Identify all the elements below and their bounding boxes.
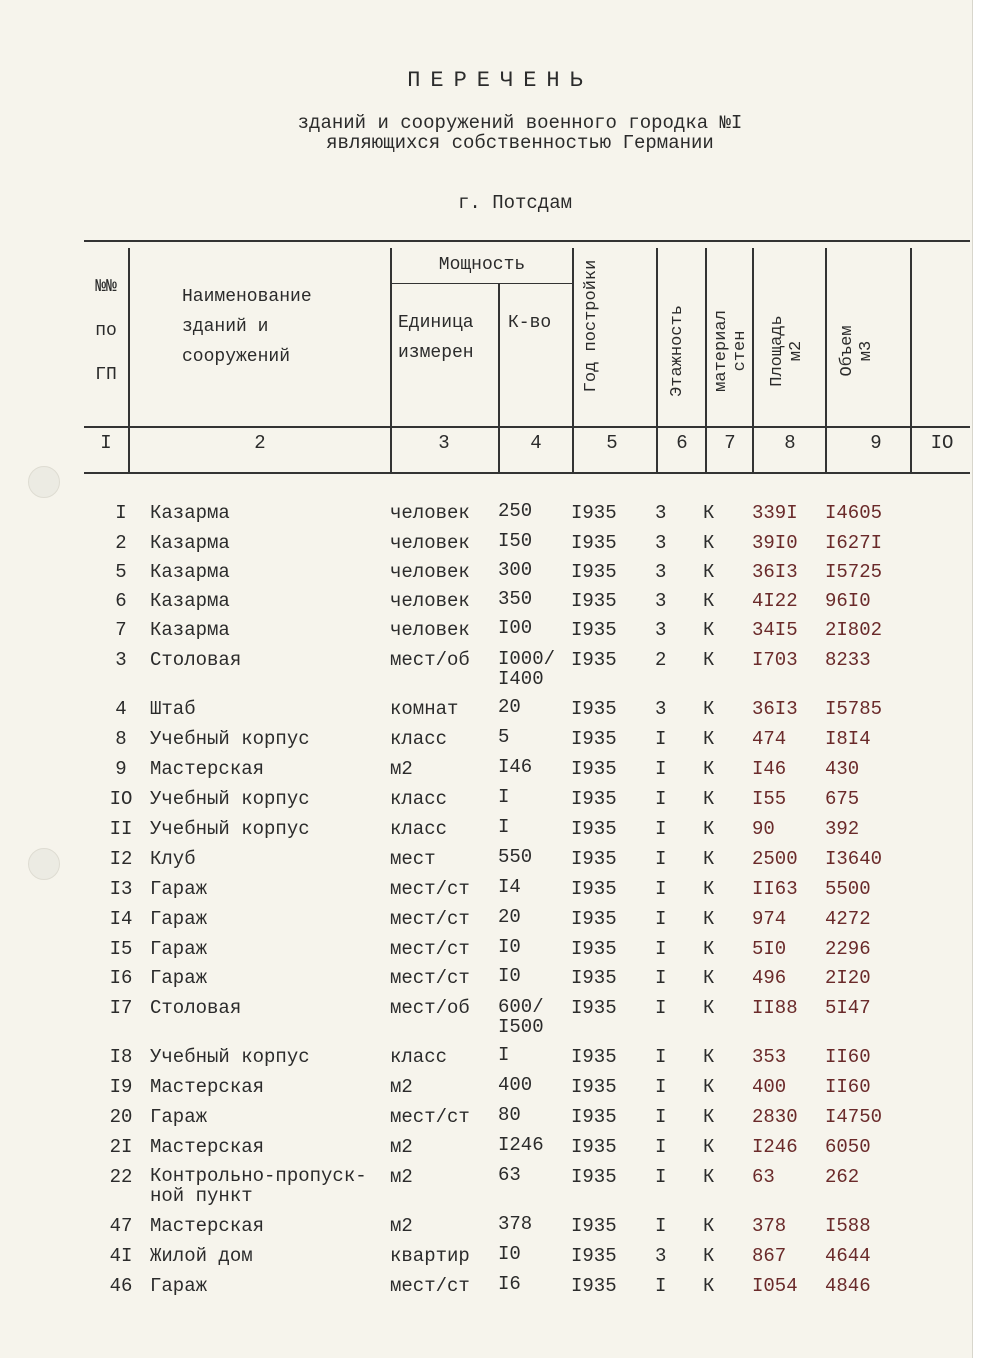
capacity-quantity: 63	[498, 1164, 521, 1186]
capacity-unit: мест/ст	[390, 938, 470, 960]
area-value: 2830	[752, 1106, 798, 1128]
building-name: Мастерская	[150, 1215, 265, 1237]
col-index-5: 5	[606, 432, 618, 454]
floor-count: 3	[655, 698, 667, 720]
capacity-quantity: I246	[498, 1134, 544, 1156]
table-row	[0, 1076, 1000, 1106]
construction-year: I935	[571, 818, 617, 840]
row-number: I9	[109, 1076, 133, 1098]
construction-year: I935	[571, 758, 617, 780]
capacity-unit: м2	[390, 1215, 413, 1237]
capacity-quantity: I6	[498, 1273, 521, 1295]
floor-count: I	[655, 1166, 667, 1188]
construction-year: I935	[571, 908, 617, 930]
floor-count: 2	[655, 649, 667, 671]
col-index-8: 8	[784, 432, 796, 454]
area-value: I46	[752, 758, 787, 780]
capacity-quantity: 378	[498, 1213, 533, 1235]
construction-year: I935	[571, 1136, 617, 1158]
construction-year: I935	[571, 1046, 617, 1068]
capacity-quantity: 550	[498, 846, 533, 868]
building-name: Гараж	[150, 1275, 208, 1297]
building-name: Учебный корпус	[150, 728, 310, 750]
table-row	[0, 908, 1000, 938]
floor-count: I	[655, 1106, 667, 1128]
floor-count: I	[655, 728, 667, 750]
floor-count: I	[655, 788, 667, 810]
table-row	[0, 1245, 1000, 1275]
capacity-quantity: I00	[498, 617, 533, 639]
volume-value: 2I802	[825, 619, 883, 641]
construction-year: I935	[571, 1166, 617, 1188]
building-name: Клуб	[150, 848, 196, 870]
row-number: I	[115, 502, 127, 524]
building-name: Казарма	[150, 532, 230, 554]
table-row	[0, 758, 1000, 788]
volume-value: 4846	[825, 1275, 871, 1297]
table-row	[0, 698, 1000, 728]
capacity-group-header: Мощность	[438, 255, 526, 275]
table-row	[0, 938, 1000, 968]
volume-value: 2I20	[825, 967, 871, 989]
row-number: 4I	[109, 1245, 133, 1267]
capacity-quantity: I50	[498, 530, 533, 552]
floor-count: 3	[655, 561, 667, 583]
capacity-quantity: 80	[498, 1104, 521, 1126]
wall-material: К	[703, 788, 715, 810]
col-index-6: 6	[676, 432, 688, 454]
col-area-header: Площадь м2	[768, 315, 806, 387]
area-value: 400	[752, 1076, 787, 1098]
capacity-unit: мест/об	[390, 997, 470, 1019]
document-subtitle-line1: зданий и сооружений военного городка №I	[297, 112, 743, 134]
building-name: Мастерская	[150, 1076, 265, 1098]
col-index-1: I	[100, 432, 112, 454]
capacity-unit: квартир	[390, 1245, 470, 1267]
col-material-header: материал стен	[712, 310, 750, 392]
wall-material: К	[703, 938, 715, 960]
construction-year: I935	[571, 728, 617, 750]
floor-count: I	[655, 997, 667, 1019]
col-index-10: IO	[930, 432, 954, 454]
volume-value: 2296	[825, 938, 871, 960]
volume-value: I4750	[825, 1106, 883, 1128]
construction-year: I935	[571, 997, 617, 1019]
capacity-unit: м2	[390, 758, 413, 780]
volume-value: 4644	[825, 1245, 871, 1267]
table-row	[0, 619, 1000, 649]
row-number: 22	[109, 1166, 133, 1188]
construction-year: I935	[571, 1215, 617, 1237]
table-row	[0, 561, 1000, 591]
col-number-header: №№ по ГП	[95, 277, 117, 385]
area-value: 34I5	[752, 619, 798, 641]
capacity-quantity: I	[498, 1044, 510, 1066]
row-number: 7	[115, 619, 127, 641]
volume-value: 262	[825, 1166, 860, 1188]
area-value: I054	[752, 1275, 798, 1297]
wall-material: К	[703, 1136, 715, 1158]
table-row	[0, 1136, 1000, 1166]
capacity-unit: человек	[390, 532, 470, 554]
building-name: Учебный корпус	[150, 1046, 310, 1068]
area-value: 2500	[752, 848, 798, 870]
wall-material: К	[703, 698, 715, 720]
capacity-unit: м2	[390, 1136, 413, 1158]
capacity-unit: м2	[390, 1076, 413, 1098]
construction-year: I935	[571, 1245, 617, 1267]
capacity-quantity: 400	[498, 1074, 533, 1096]
capacity-quantity: I0	[498, 965, 521, 987]
wall-material: К	[703, 878, 715, 900]
volume-value: I8I4	[825, 728, 871, 750]
area-value: 4I22	[752, 590, 798, 612]
row-number: I6	[109, 967, 133, 989]
table-row	[0, 1215, 1000, 1245]
capacity-unit: м2	[390, 1166, 413, 1188]
capacity-unit: мест	[390, 848, 436, 870]
row-number: 6	[115, 590, 127, 612]
table-row	[0, 788, 1000, 818]
capacity-quantity: 20	[498, 906, 521, 928]
capacity-quantity: I	[498, 786, 510, 808]
capacity-unit: мест/ст	[390, 1106, 470, 1128]
capacity-quantity: 5	[498, 726, 510, 748]
area-value: 378	[752, 1215, 787, 1237]
capacity-unit: мест/ст	[390, 908, 470, 930]
area-value: II88	[752, 997, 798, 1019]
building-name: Столовая	[150, 649, 242, 671]
volume-value: II60	[825, 1046, 871, 1068]
row-number: I7	[109, 997, 133, 1019]
capacity-unit: человек	[390, 561, 470, 583]
table-row	[0, 818, 1000, 848]
table-row	[0, 967, 1000, 997]
area-value: 5I0	[752, 938, 787, 960]
city-label: г. Потсдам	[457, 192, 573, 214]
col-volume-header: Объем м3	[838, 325, 876, 377]
col-index-7: 7	[724, 432, 736, 454]
capacity-quantity: 300	[498, 559, 533, 581]
floor-count: I	[655, 1076, 667, 1098]
area-value: 339I	[752, 502, 798, 524]
col-qty-header: К-во	[508, 313, 552, 333]
table-row	[0, 878, 1000, 908]
wall-material: К	[703, 1046, 715, 1068]
area-value: 90	[752, 818, 775, 840]
floor-count: 3	[655, 532, 667, 554]
col-floors-header: Этажность	[668, 305, 687, 397]
wall-material: К	[703, 1166, 715, 1188]
col-index-4: 4	[530, 432, 542, 454]
construction-year: I935	[571, 698, 617, 720]
punch-hole	[28, 466, 60, 498]
construction-year: I935	[571, 878, 617, 900]
capacity-quantity: I46	[498, 756, 533, 778]
wall-material: К	[703, 532, 715, 554]
table-row	[0, 1275, 1000, 1305]
building-name: Гараж	[150, 938, 208, 960]
construction-year: I935	[571, 1106, 617, 1128]
construction-year: I935	[571, 619, 617, 641]
wall-material: К	[703, 1215, 715, 1237]
row-number: 2	[115, 532, 127, 554]
building-name: Казарма	[150, 590, 230, 612]
capacity-quantity: I0	[498, 1243, 521, 1265]
volume-value: I588	[825, 1215, 871, 1237]
wall-material: К	[703, 967, 715, 989]
capacity-quantity: 20	[498, 696, 521, 718]
wall-material: К	[703, 1076, 715, 1098]
building-name: Казарма	[150, 561, 230, 583]
capacity-unit: человек	[390, 590, 470, 612]
volume-value: I4605	[825, 502, 883, 524]
volume-value: I5785	[825, 698, 883, 720]
capacity-quantity: I0	[498, 936, 521, 958]
floor-count: 3	[655, 502, 667, 524]
wall-material: К	[703, 561, 715, 583]
volume-value: 392	[825, 818, 860, 840]
row-number: 3	[115, 649, 127, 671]
document-title: ПЕРЕЧЕНЬ	[407, 68, 593, 93]
building-name: Мастерская	[150, 1136, 265, 1158]
floor-count: I	[655, 878, 667, 900]
building-name: Казарма	[150, 619, 230, 641]
floor-count: I	[655, 818, 667, 840]
wall-material: К	[703, 1275, 715, 1297]
table-row	[0, 1106, 1000, 1136]
floor-count: I	[655, 1275, 667, 1297]
building-name: Учебный корпус	[150, 818, 310, 840]
row-number: I3	[109, 878, 133, 900]
floor-count: I	[655, 1215, 667, 1237]
area-value: 36I3	[752, 561, 798, 583]
row-number: 8	[115, 728, 127, 750]
col-index-2: 2	[254, 432, 266, 454]
floor-count: 3	[655, 1245, 667, 1267]
floor-count: I	[655, 848, 667, 870]
col-name-header: Наименование зданий и сооружений	[182, 287, 312, 367]
table-row	[0, 590, 1000, 620]
capacity-unit: человек	[390, 619, 470, 641]
area-value: I703	[752, 649, 798, 671]
capacity-unit: комнат	[390, 698, 459, 720]
wall-material: К	[703, 590, 715, 612]
area-value: I246	[752, 1136, 798, 1158]
floor-count: I	[655, 1046, 667, 1068]
floor-count: I	[655, 967, 667, 989]
building-name: Гараж	[150, 1106, 208, 1128]
construction-year: I935	[571, 590, 617, 612]
capacity-unit: мест/ст	[390, 967, 470, 989]
row-number: 46	[109, 1275, 133, 1297]
row-number: I8	[109, 1046, 133, 1068]
volume-value: 96I0	[825, 590, 871, 612]
volume-value: I627I	[825, 532, 883, 554]
construction-year: I935	[571, 532, 617, 554]
wall-material: К	[703, 619, 715, 641]
col-index-9: 9	[870, 432, 882, 454]
wall-material: К	[703, 758, 715, 780]
table-row	[0, 996, 1000, 1038]
area-value: 867	[752, 1245, 787, 1267]
capacity-unit: мест/об	[390, 649, 470, 671]
floor-count: 3	[655, 590, 667, 612]
building-name: Казарма	[150, 502, 230, 524]
col-index-3: 3	[438, 432, 450, 454]
table-row	[0, 502, 1000, 532]
wall-material: К	[703, 649, 715, 671]
area-value: I55	[752, 788, 787, 810]
capacity-unit: мест/ст	[390, 878, 470, 900]
construction-year: I935	[571, 561, 617, 583]
capacity-quantity: 600/ I500	[498, 996, 544, 1038]
table-row	[0, 532, 1000, 562]
row-number: 2I	[109, 1136, 133, 1158]
area-value: 39I0	[752, 532, 798, 554]
table-row	[0, 648, 1000, 690]
construction-year: I935	[571, 848, 617, 870]
building-name: Жилой дом	[150, 1245, 253, 1267]
volume-value: I3640	[825, 848, 883, 870]
volume-value: 5I47	[825, 997, 871, 1019]
volume-value: 430	[825, 758, 860, 780]
capacity-unit: класс	[390, 728, 448, 750]
col-unit-header: Единица измерен	[398, 313, 474, 363]
building-name: Столовая	[150, 997, 242, 1019]
construction-year: I935	[571, 502, 617, 524]
capacity-quantity: I	[498, 816, 510, 838]
table-row	[0, 728, 1000, 758]
row-number: IO	[109, 788, 133, 810]
building-name: Мастерская	[150, 758, 265, 780]
wall-material: К	[703, 728, 715, 750]
construction-year: I935	[571, 1275, 617, 1297]
area-value: 63	[752, 1166, 775, 1188]
building-name: Гараж	[150, 967, 208, 989]
area-value: 474	[752, 728, 787, 750]
floor-count: I	[655, 758, 667, 780]
area-value: 496	[752, 967, 787, 989]
wall-material: К	[703, 502, 715, 524]
row-number: 4	[115, 698, 127, 720]
wall-material: К	[703, 848, 715, 870]
document-subtitle-line2: являющихся собственностью Германии	[326, 132, 714, 154]
row-number: 47	[109, 1215, 133, 1237]
construction-year: I935	[571, 1076, 617, 1098]
building-name: Учебный корпус	[150, 788, 310, 810]
area-value: II63	[752, 878, 798, 900]
volume-value: 5500	[825, 878, 871, 900]
row-number: II	[109, 818, 133, 840]
volume-value: 4272	[825, 908, 871, 930]
table-row	[0, 1046, 1000, 1076]
row-number: I4	[109, 908, 133, 930]
row-number: I5	[109, 938, 133, 960]
wall-material: К	[703, 1245, 715, 1267]
construction-year: I935	[571, 967, 617, 989]
capacity-unit: мест/ст	[390, 1275, 470, 1297]
row-number: I2	[109, 848, 133, 870]
area-value: 353	[752, 1046, 787, 1068]
wall-material: К	[703, 997, 715, 1019]
capacity-unit: человек	[390, 502, 470, 524]
col-year-header: Год постройки	[582, 259, 601, 393]
table-row	[0, 848, 1000, 878]
volume-value: 6050	[825, 1136, 871, 1158]
floor-count: I	[655, 1136, 667, 1158]
capacity-unit: класс	[390, 818, 448, 840]
floor-count: I	[655, 938, 667, 960]
row-number: 9	[115, 758, 127, 780]
construction-year: I935	[571, 649, 617, 671]
floor-count: I	[655, 908, 667, 930]
capacity-unit: класс	[390, 788, 448, 810]
building-name: Штаб	[150, 698, 196, 720]
building-name: Контрольно-пропуск- ной пункт	[150, 1165, 367, 1207]
capacity-quantity: 350	[498, 588, 533, 610]
volume-value: 8233	[825, 649, 871, 671]
floor-count: 3	[655, 619, 667, 641]
table-row	[0, 1164, 1000, 1207]
construction-year: I935	[571, 788, 617, 810]
row-number: 5	[115, 561, 127, 583]
wall-material: К	[703, 1106, 715, 1128]
area-value: 974	[752, 908, 787, 930]
wall-material: К	[703, 818, 715, 840]
capacity-unit: класс	[390, 1046, 448, 1068]
capacity-quantity: 250	[498, 500, 533, 522]
capacity-quantity: I4	[498, 876, 521, 898]
wall-material: К	[703, 908, 715, 930]
building-name: Гараж	[150, 878, 208, 900]
volume-value: II60	[825, 1076, 871, 1098]
volume-value: 675	[825, 788, 860, 810]
area-value: 36I3	[752, 698, 798, 720]
capacity-quantity: I000/ I400	[498, 648, 556, 690]
building-name: Гараж	[150, 908, 208, 930]
row-number: 20	[109, 1106, 133, 1128]
volume-value: I5725	[825, 561, 883, 583]
construction-year: I935	[571, 938, 617, 960]
